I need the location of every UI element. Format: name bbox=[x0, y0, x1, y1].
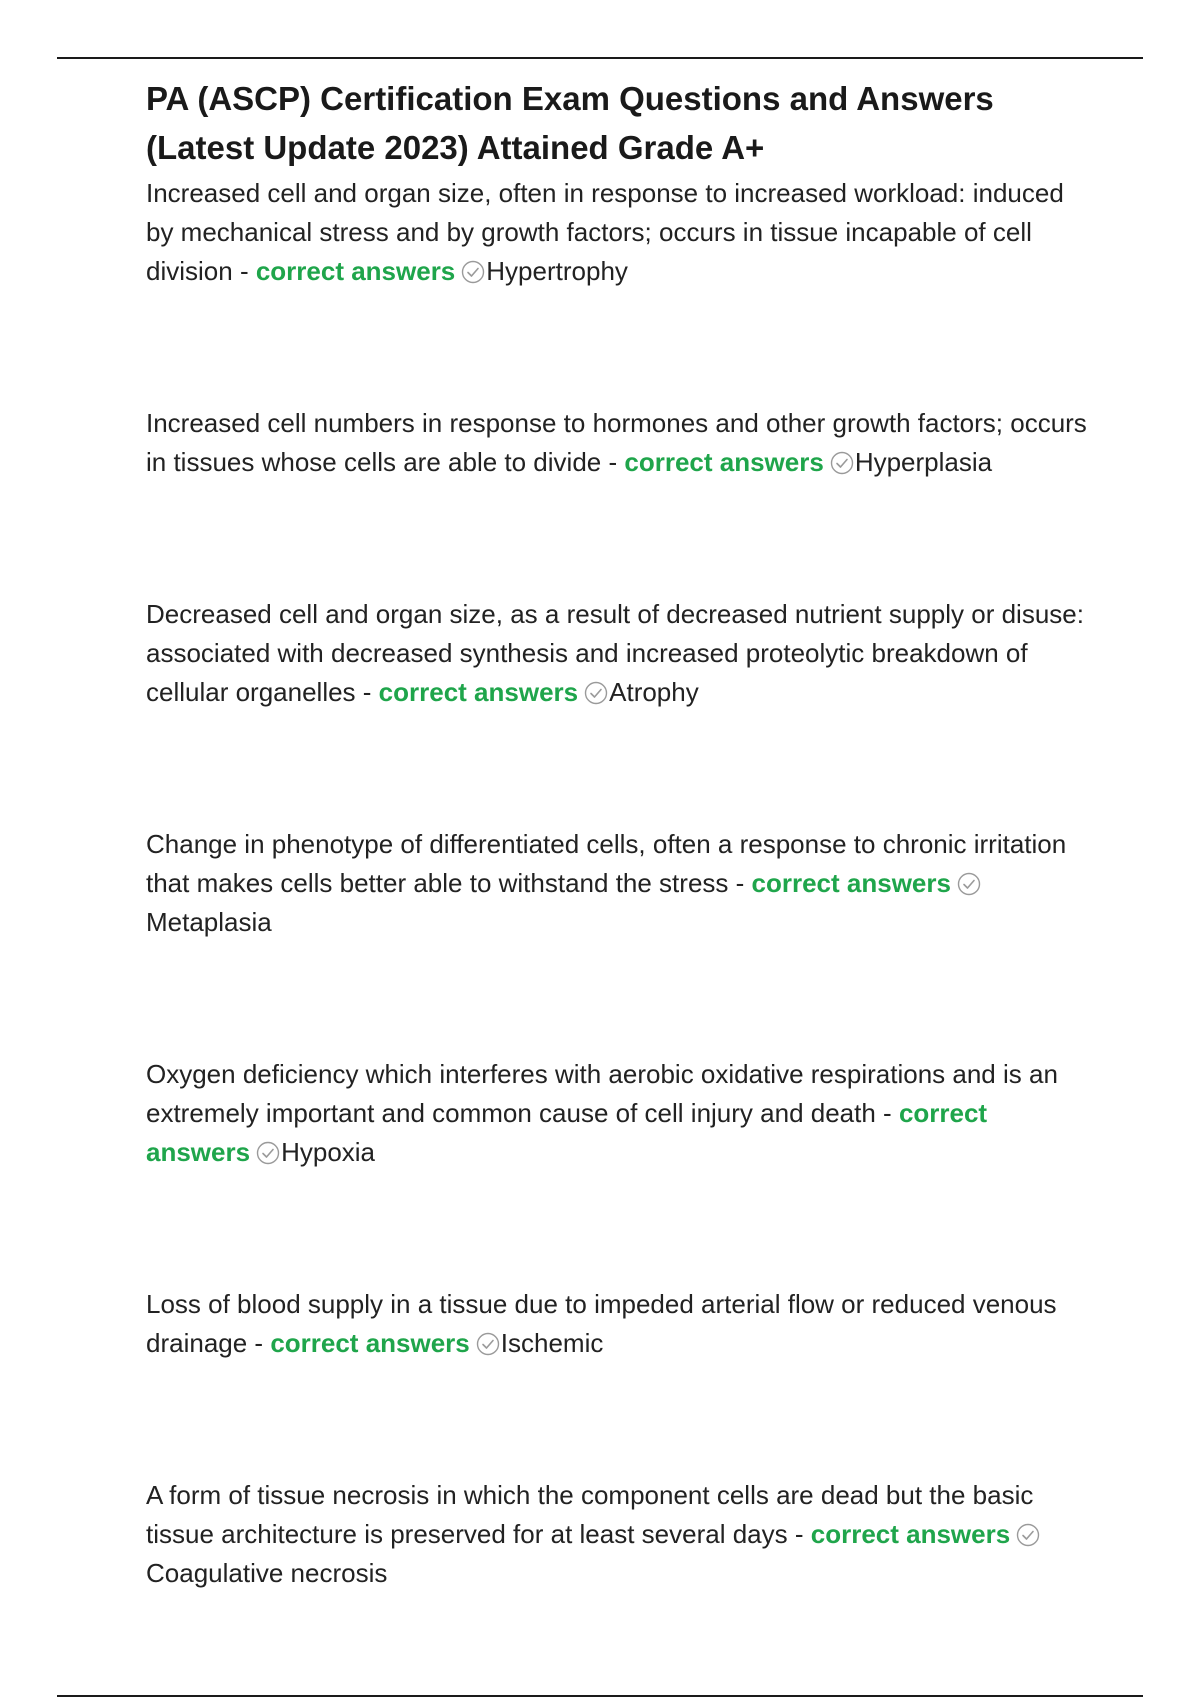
correct-answers-label: correct answers bbox=[146, 1098, 988, 1167]
question-text: Increased cell and organ size, often in response to increased workload: induced by mechanical stress and by growth factors; occurs in tissue incapable of cell division bbox=[146, 178, 1064, 286]
answer-text: Hyperplasia bbox=[854, 447, 993, 477]
separator: - bbox=[232, 256, 256, 286]
qa-item-4 bbox=[146, 825, 1096, 942]
qa-item-6 bbox=[146, 1285, 1096, 1363]
document-body bbox=[146, 74, 1096, 1706]
answer-text: Coagulative necrosis bbox=[146, 1558, 388, 1588]
separator: - bbox=[601, 447, 625, 477]
answer-text: Hypoxia bbox=[281, 1137, 376, 1167]
correct-answers-label: correct answers bbox=[378, 677, 579, 707]
correct-answers-label: correct answers bbox=[751, 868, 951, 898]
check-circle-icon bbox=[256, 1141, 280, 1165]
separator: - bbox=[875, 1098, 899, 1128]
separator: - bbox=[247, 1328, 271, 1358]
check-circle-icon bbox=[584, 681, 608, 705]
page-title: PA (ASCP) Certification Exam Questions and Answers (Latest Update 2023) Attained Grade A+ bbox=[146, 80, 994, 166]
question-text: Decreased cell and organ size, as a result of decreased nutrient supply or disuse: associated with decreased synthesis and increased proteolytic breakdown of cellular organelles bbox=[146, 599, 1084, 707]
separator: - bbox=[355, 677, 379, 707]
correct-answers-label: correct answers bbox=[624, 447, 824, 477]
question-text: Change in phenotype of differentiated cells, often a response to chronic irritation that makes cells better able to withstand the stress bbox=[146, 829, 1067, 898]
answer-text: Atrophy bbox=[609, 677, 699, 707]
answer-text: Hypertrophy bbox=[486, 256, 628, 286]
check-circle-icon bbox=[1016, 1523, 1040, 1547]
correct-answers-label: correct answers bbox=[270, 1328, 470, 1358]
check-circle-icon bbox=[461, 260, 485, 284]
qa-item-5 bbox=[146, 1055, 1096, 1172]
check-circle-icon bbox=[830, 451, 854, 475]
qa-item-1 bbox=[146, 174, 1096, 291]
correct-answers-label: correct answers bbox=[255, 256, 456, 286]
correct-answers-label: correct answers bbox=[810, 1519, 1011, 1549]
separator: - bbox=[787, 1519, 811, 1549]
footer-rule bbox=[57, 1695, 1143, 1697]
question-text: A form of tissue necrosis in which the component cells are dead but the basic tissue architecture is preserved for at least several days bbox=[146, 1480, 1034, 1549]
qa-item-3 bbox=[146, 595, 1096, 712]
qa-item-2 bbox=[146, 404, 1096, 482]
separator: - bbox=[728, 868, 752, 898]
question-text: Increased cell numbers in response to hormones and other growth factors; occurs in tissues whose cells are able to divide bbox=[146, 408, 1087, 477]
check-circle-icon bbox=[957, 872, 981, 896]
question-text: Oxygen deficiency which interferes with aerobic oxidative respirations and is an extremely important and common cause of cell injury and death bbox=[146, 1059, 1058, 1128]
qa-item-7 bbox=[146, 1476, 1096, 1593]
check-circle-icon bbox=[476, 1332, 500, 1356]
answer-text: Metaplasia bbox=[146, 907, 272, 937]
answer-text: Ischemic bbox=[500, 1328, 604, 1358]
header-rule bbox=[57, 57, 1143, 59]
question-text: Loss of blood supply in a tissue due to impeded arterial flow or reduced venous drainage bbox=[146, 1289, 1057, 1358]
